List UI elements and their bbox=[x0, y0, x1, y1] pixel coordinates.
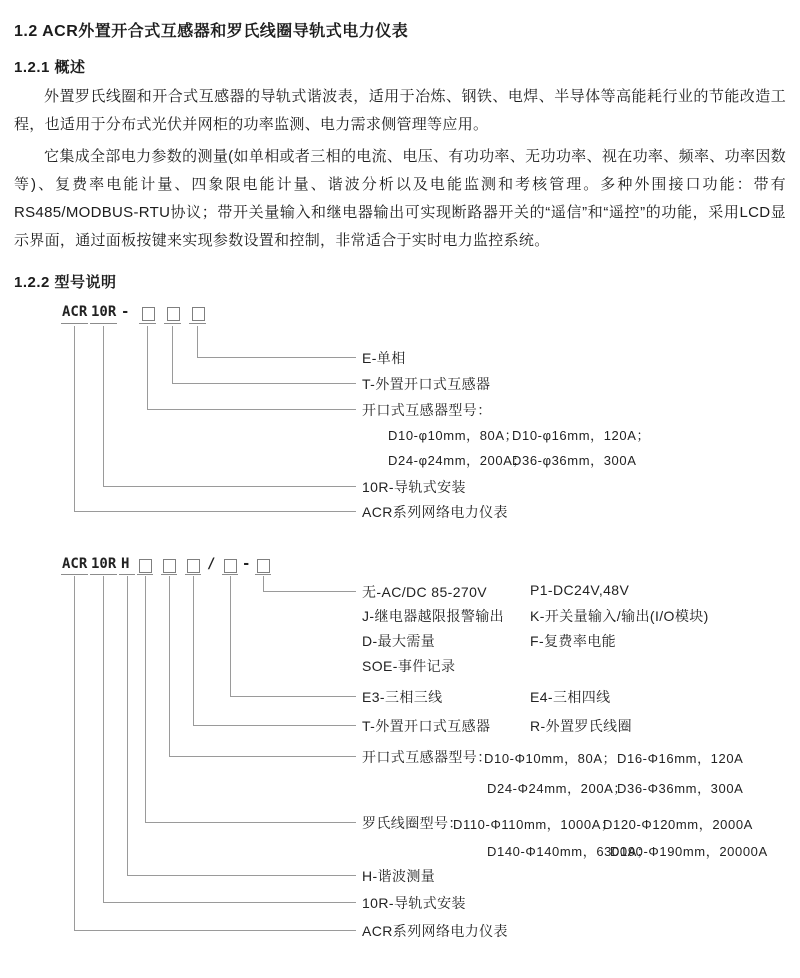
connector-line bbox=[103, 486, 356, 487]
page-title: 1.2 ACR外置开合式互感器和罗氏线圈导轨式电力仪表 bbox=[14, 23, 409, 40]
diagram2-detail: D110-Φ110mm，1000A； bbox=[453, 817, 615, 832]
connector-line bbox=[74, 930, 356, 931]
model2-box-1 bbox=[139, 559, 152, 573]
connector-line bbox=[103, 902, 356, 903]
diagram2-label: 罗氏线圈型号： bbox=[362, 815, 463, 831]
diagram2-label: D-最大需量 bbox=[362, 633, 436, 649]
diagram2-detail: D10-Φ10mm，80A； bbox=[484, 751, 617, 766]
diagram1-label: T-外置开口式互感器 bbox=[362, 376, 491, 392]
connector-line bbox=[145, 576, 146, 822]
diagram2-label: ACR系列网络电力仪表 bbox=[362, 923, 508, 939]
underline bbox=[137, 574, 153, 575]
diagram2-label: F-复费率电能 bbox=[530, 633, 617, 649]
model2-token-dash: - bbox=[242, 556, 251, 572]
section-heading-model: 1.2.2 型号说明 bbox=[14, 274, 117, 291]
connector-line bbox=[169, 576, 170, 756]
model2-token-h: H bbox=[121, 556, 130, 572]
model1-token-acr: ACR bbox=[62, 304, 88, 320]
underline bbox=[222, 574, 238, 575]
diagram2-label: E3-三相三线 bbox=[362, 689, 443, 705]
underline bbox=[161, 574, 177, 575]
connector-line bbox=[74, 326, 75, 511]
underline bbox=[189, 323, 206, 324]
connector-line bbox=[169, 756, 356, 757]
diagram2-label: T-外置开口式互感器 bbox=[362, 718, 491, 734]
model2-box-3 bbox=[187, 559, 200, 573]
connector-line bbox=[103, 576, 104, 902]
connector-line bbox=[172, 326, 173, 383]
diagram2-label: K-开关量输入/输出(I/O模块) bbox=[530, 608, 709, 624]
diagram2-detail: D36-Φ36mm，300A bbox=[617, 781, 744, 796]
diagram2-detail: D16-Φ16mm，120A bbox=[617, 751, 744, 766]
connector-line bbox=[193, 725, 356, 726]
model1-token-10r: 10R bbox=[91, 304, 117, 320]
diagram2-label: P1-DC24V,48V bbox=[530, 582, 630, 598]
diagram2-detail: D140-Φ140mm，6300A； bbox=[487, 844, 651, 859]
diagram1-label: E-单相 bbox=[362, 350, 406, 366]
section-heading-overview: 1.2.1 概述 bbox=[14, 59, 86, 76]
model1-box-3 bbox=[192, 307, 205, 321]
connector-line bbox=[103, 326, 104, 486]
diagram2-label: R-外置罗氏线圈 bbox=[530, 718, 632, 734]
diagram1-detail: D36-φ36mm，300A bbox=[512, 453, 637, 468]
underline bbox=[164, 323, 181, 324]
connector-line bbox=[197, 357, 356, 358]
model2-token-10r: 10R bbox=[91, 556, 117, 572]
model1-box-1 bbox=[142, 307, 155, 321]
connector-line bbox=[230, 576, 231, 696]
model-diagram-1 bbox=[0, 300, 800, 530]
diagram1-label: 10R-导轨式安装 bbox=[362, 479, 466, 495]
model1-token-hyphen: - bbox=[121, 304, 130, 320]
connector-line bbox=[263, 576, 264, 591]
diagram2-label: 无-AC/DC 85-270V bbox=[362, 584, 488, 600]
diagram1-label: ACR系列网络电力仪表 bbox=[362, 504, 508, 520]
model-diagram-2 bbox=[0, 545, 800, 978]
connector-line bbox=[230, 696, 356, 697]
connector-line bbox=[263, 591, 356, 592]
diagram1-detail: D10-φ10mm，80A； bbox=[388, 428, 519, 443]
underline bbox=[90, 323, 117, 324]
diagram2-label: E4-三相四线 bbox=[530, 689, 611, 705]
overview-paragraph-2: 它集成全部电力参数的测量(如单相或者三相的电流、电压、有功功率、无功功率、视在功率、频率、功率因数等)、复费率电能计量、四象限电能计量、谐波分析以及电能监测和考核管理。多种外围接口功能：带有RS485/MODBUS-RTU协议；带开关量输入和继电器输出可实现断路器开关的“遥信”和“遥控”的功能，采用LCD显示界面，通过面板按键来实现参数设置和控制，非常适合于实时电力监控系统。 bbox=[14, 148, 786, 249]
underline bbox=[119, 574, 135, 575]
diagram1-label: 开口式互感器型号： bbox=[362, 402, 492, 418]
diagram2-label: 10R-导轨式安装 bbox=[362, 895, 466, 911]
underline bbox=[90, 574, 117, 575]
connector-line bbox=[147, 326, 148, 409]
diagram2-label: J-继电器越限报警输出 bbox=[362, 608, 505, 624]
model2-box-2 bbox=[163, 559, 176, 573]
diagram1-detail: D24-φ24mm，200A； bbox=[388, 453, 527, 468]
model2-token-slash: / bbox=[207, 556, 216, 572]
connector-line bbox=[127, 576, 128, 875]
connector-line bbox=[197, 326, 198, 357]
connector-line bbox=[127, 875, 356, 876]
diagram2-detail: D120-Φ120mm，2000A bbox=[603, 817, 753, 832]
diagram2-detail: D190-Φ190mm，20000A bbox=[610, 844, 768, 859]
underline bbox=[61, 574, 88, 575]
diagram2-label: H-谐波测量 bbox=[362, 868, 436, 884]
diagram1-detail: D10-φ16mm，120A； bbox=[512, 428, 651, 443]
underline bbox=[185, 574, 201, 575]
connector-line bbox=[74, 576, 75, 930]
diagram2-label: 开口式互感器型号： bbox=[362, 749, 492, 765]
connector-line bbox=[172, 383, 356, 384]
model1-box-2 bbox=[167, 307, 180, 321]
connector-line bbox=[193, 576, 194, 725]
connector-line bbox=[145, 822, 356, 823]
underline bbox=[61, 323, 88, 324]
model2-token-acr: ACR bbox=[62, 556, 88, 572]
connector-line bbox=[147, 409, 356, 410]
model2-box-5 bbox=[257, 559, 270, 573]
connector-line bbox=[74, 511, 356, 512]
overview-paragraph-1: 外置罗氏线圈和开合式互感器的导轨式谐波表，适用于冶炼、钢铁、电焊、半导体等高能耗行业的节能改造工程，也适用于分布式光伏并网柜的功率监测、电力需求侧管理等应用。 bbox=[14, 88, 786, 133]
diagram2-label: SOE-事件记录 bbox=[362, 658, 456, 674]
model2-box-4 bbox=[224, 559, 237, 573]
diagram2-detail: D24-Φ24mm，200A； bbox=[487, 781, 628, 796]
underline bbox=[139, 323, 156, 324]
underline bbox=[255, 574, 271, 575]
